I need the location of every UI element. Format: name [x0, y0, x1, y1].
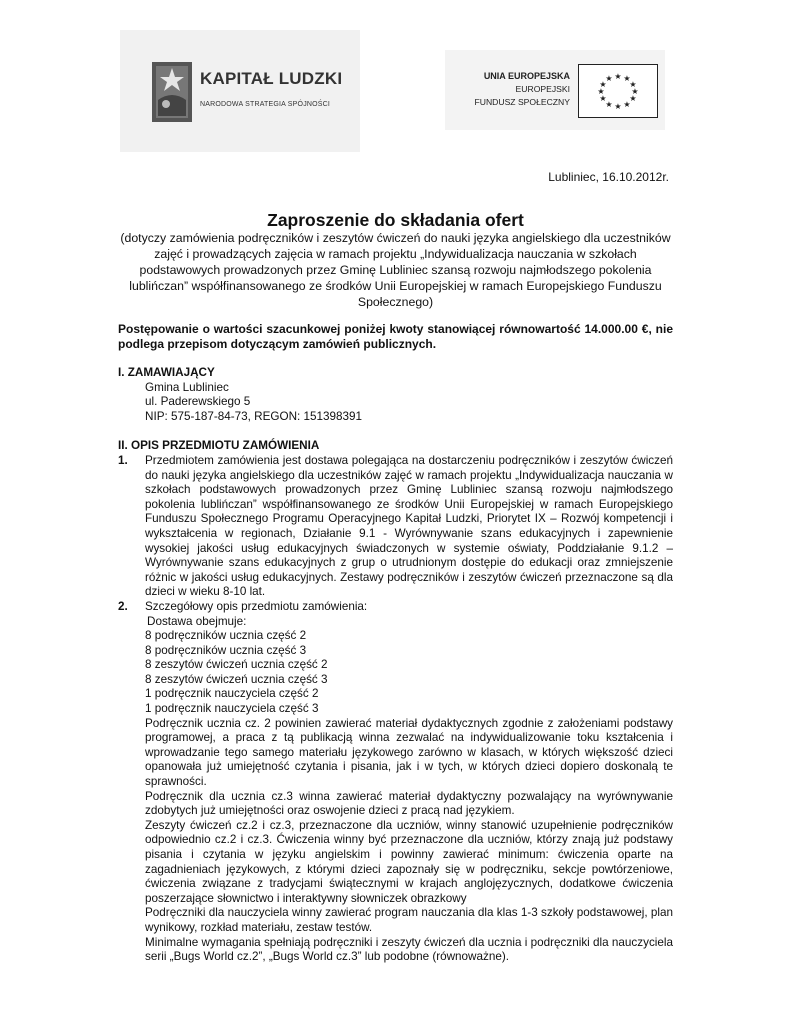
document-body	[118, 322, 673, 965]
list-item	[118, 454, 673, 600]
authority-name: Gmina Lubliniec	[145, 380, 229, 394]
svg-text:★: ★	[605, 74, 613, 83]
delivery-item: 1 podręcznik nauczyciela część 2	[145, 687, 319, 701]
svg-text:★: ★	[599, 80, 607, 89]
description-paragraph: Podręcznik dla ucznia cz.3 winna zawierać materiał dydaktyczny pozwalający na wyrównywanie zdobytych już umiejętności oraz oswojenie dzieci z pracą nad językiem.	[145, 789, 673, 818]
svg-text:★: ★	[599, 94, 607, 103]
svg-text:★: ★	[614, 102, 622, 111]
eu-line-1: UNIA EUROPEJSKA	[483, 71, 570, 81]
delivery-item: 8 podręczników ucznia część 2	[145, 629, 307, 643]
document-title: Zaproszenie do składania ofert	[267, 210, 524, 230]
title-block	[118, 210, 673, 310]
svg-text:★: ★	[623, 74, 631, 83]
delivery-item: 1 podręcznik nauczyciela część 3	[145, 702, 319, 716]
section-2-heading: II. OPIS PRZEDMIOTU ZAMÓWIENIA	[118, 439, 320, 453]
page-header	[0, 0, 791, 155]
section-1-heading: I. ZAMAWIAJĄCY	[118, 366, 215, 379]
description-paragraph: Podręczniki dla nauczyciela winny zawierać program nauczania dla klas 1-3 szkoły podstawowej, plan wynikowy, rozkład materiału, zestaw testów.	[145, 906, 673, 934]
svg-text:★: ★	[629, 80, 637, 89]
item-text: Przedmiotem zamówienia jest dostawa polegająca na dostarczeniu podręczników i zeszytów ćwiczeń do nauki języka angielskiego dla uczestników zajęć w ramach projektu „Indywidualizacja nauczania w szkołach podstawowych prowadzonych przez Gminę Lubliniec szansą rozwoju najmłodszego pokolenia lublińczan” współfinansowanego ze środków Unii Europejskiej w ramach Europejskiego Funduszu Społecznego Programu Operacyjnego Kapitał Ludzki, Priorytet IX – Rozwój kompetencji i wykształcenia w regionach, Działanie 9.1 - Wyrównywanie szans edukacyjnych i zapewnienie wysokiej jakości usług edukacyjnych świadczonych w systemie oświaty, Poddziałanie 9.1.2 – Wyrównywanie szans edukacyjnych z grup o utrudnionym dostępie do edukacji oraz zmniejszenie różnic w jakości usług edukacyjnych. Zestawy podręczników i zeszytów ćwiczeń przeznaczone są dla dzieci w wieku 8-10 lat.	[145, 453, 673, 599]
procedure-notice: Postępowanie o wartości szacunkowej poniżej kwoty stanowiącej równowartość 14.000.00 €, nie podlega przepisom dotyczącym zamówień publicznych.	[118, 322, 673, 351]
delivery-item: 8 podręczników ucznia część 3	[145, 643, 307, 657]
item-number: 2.	[118, 599, 128, 613]
eu-line-3: FUNDUSZ SPOŁECZNY	[474, 97, 570, 107]
list-item	[118, 600, 673, 615]
svg-text:★: ★	[597, 87, 605, 96]
delivery-intro: Dostawa obejmuje:	[147, 614, 247, 628]
svg-text:★: ★	[629, 94, 637, 103]
svg-text:★: ★	[614, 72, 622, 81]
description-paragraph: Podręcznik ucznia cz. 2 powinien zawierać materiał dydaktycznych zgodnie z założeniami podstawy programowej, a praca z tą publikacją winna zezwalać na indywidualizowanie toku kształcenia i wprowadzanie tego samego materiału językowego zarówno w klasach, w których większość dzieci opanowała już umiejętność czytania i pisania, jak i w tych, w których dzieci dopiero doskonalą te sprawności.	[145, 716, 673, 789]
kapital-ludzki-emblem-icon	[150, 60, 194, 124]
contracting-authority	[118, 381, 673, 425]
svg-text:★: ★	[631, 87, 639, 96]
delivery-item: 8 zeszytów ćwiczeń ucznia część 3	[145, 672, 328, 686]
delivery-details	[118, 615, 673, 965]
description-paragraph: Zeszyty ćwiczeń cz.2 i cz.3, przeznaczone dla uczniów, winny stanowić uzupełnienie podręczników odpowiednio cz.2 i cz.3. Ćwiczenia winny być przeznaczone dla uczniów, którzy znają już podstawy pisania i czytania w języku angielskim i powinny zawierać minimum: ćwiczenia oparte na zagadnieniach językowych, z którymi dzieci zapoznały się w podręczniku, sekcje powtórzeniowe, ćwiczenia związane z tradycjami świątecznymi w krajach anglojęzycznych, dodatkowe ćwiczenia poszerzające słownictwo i interaktywny słowniczek obrazkowy	[145, 818, 673, 905]
item-number: 1.	[118, 453, 128, 467]
delivery-item: 8 zeszytów ćwiczeń ucznia część 2	[145, 658, 328, 672]
document-date: Lubliniec, 16.10.2012r.	[548, 170, 669, 184]
svg-text:★: ★	[605, 100, 613, 109]
item-text: Szczegółowy opis przedmiotu zamówienia:	[145, 599, 368, 613]
authority-address: ul. Paderewskiego 5	[145, 395, 251, 409]
eu-flag-icon	[578, 64, 658, 118]
kapital-ludzki-subtitle: NARODOWA STRATEGIA SPÓJNOŚCI	[200, 101, 331, 108]
description-paragraph: Minimalne wymagania spełniają podręczniki i zeszyty ćwiczeń dla ucznia i podręczniki dla nauczyciela serii „Bugs World cz.2”, „Bugs World cz.3” lub podobne (równoważne).	[145, 935, 673, 964]
eu-line-2: EUROPEJSKI	[515, 84, 570, 94]
document-subtitle: (dotyczy zamówienia podręczników i zeszytów ćwiczeń do nauki języka angielskiego dla uczestników zajęć i prowadzących zajęcia w ramach projektu „Indywidualizacja nauczania w szkołach podstawowych prowadzonych przez Gminę Lubliniec szansą rozwoju najmłodszego pokolenia lublińczan” współfinansowanego ze środków Unii Europejskiej w ramach Europejskiego Funduszu Społecznego)	[120, 231, 671, 309]
svg-text:★: ★	[623, 100, 631, 109]
authority-ids: NIP: 575-187-84-73, REGON: 151398391	[145, 409, 363, 423]
eu-text	[455, 70, 570, 109]
kapital-ludzki-title: KAPITAŁ LUDZKI	[200, 69, 343, 88]
